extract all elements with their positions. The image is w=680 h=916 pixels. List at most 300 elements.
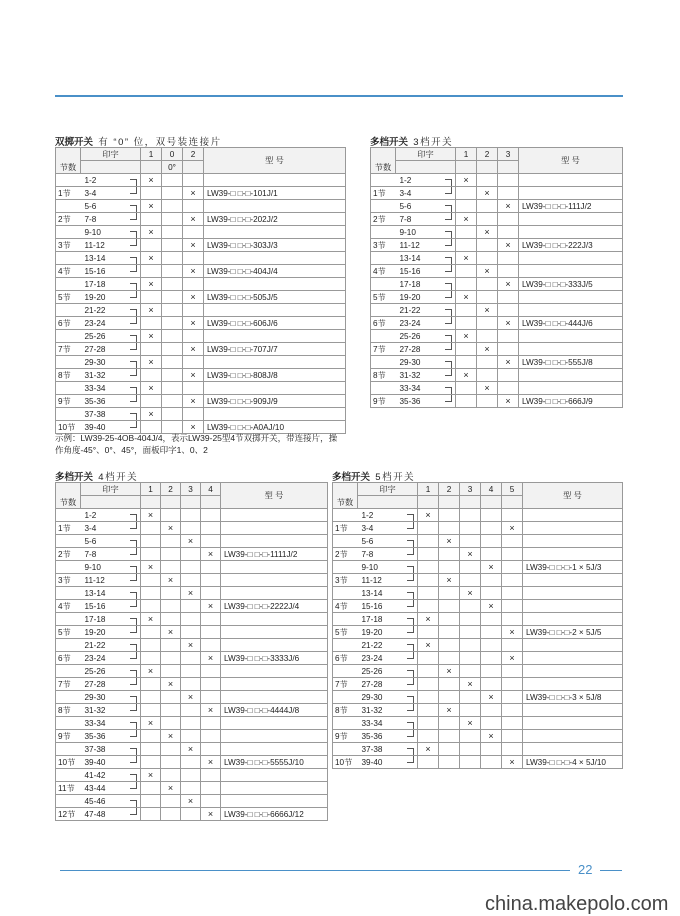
terminal-text: 39-40	[84, 422, 106, 432]
contact-cell	[161, 613, 181, 626]
terminal-text: 41-42	[84, 770, 106, 780]
terminal-label	[81, 535, 141, 548]
terminal-text: 33-34	[84, 383, 106, 393]
contact-cell: ×	[418, 613, 439, 626]
contact-cell	[183, 226, 204, 239]
contact-cell	[141, 187, 162, 200]
contact-cell	[460, 756, 481, 769]
watermark: china.makepolo.com	[485, 893, 669, 915]
model-cell	[523, 730, 623, 743]
terminal-label	[81, 717, 141, 730]
contact-cell: ×	[141, 278, 162, 291]
section-label	[371, 330, 396, 343]
contact-cell	[477, 369, 498, 382]
connector-bracket	[130, 361, 137, 369]
table-row	[56, 600, 328, 613]
contact-cell	[456, 200, 477, 213]
contact-cell	[477, 200, 498, 213]
terminal-text: 13-14	[84, 253, 106, 263]
contact-cell	[162, 343, 183, 356]
section-label: 6节	[56, 317, 81, 330]
contact-cell	[162, 382, 183, 395]
contact-cell	[141, 574, 161, 587]
contact-cell	[201, 613, 221, 626]
table-row	[56, 343, 346, 356]
terminal-text: 13-14	[361, 588, 383, 598]
contact-cell	[498, 226, 519, 239]
connector-bracket	[130, 678, 137, 686]
section-label: 6节	[56, 652, 81, 665]
contact-cell	[460, 574, 481, 587]
terminal-label	[81, 665, 141, 678]
header-blank	[396, 161, 456, 174]
contact-cell: ×	[477, 187, 498, 200]
connector-bracket	[445, 395, 452, 403]
bottom-rule-end	[600, 870, 622, 871]
connector-bracket	[130, 704, 137, 712]
section-label	[56, 252, 81, 265]
table-row	[371, 187, 623, 200]
section-label: 8节	[56, 369, 81, 382]
section-label: 1节	[333, 522, 358, 535]
model-cell	[221, 717, 328, 730]
section-label: 8节	[56, 704, 81, 717]
section-label: 8节	[333, 704, 358, 717]
contact-cell: ×	[161, 678, 181, 691]
model-cell	[519, 304, 623, 317]
connector-bracket	[407, 696, 414, 704]
section-label: 3节	[56, 574, 81, 587]
contact-cell	[456, 356, 477, 369]
contact-cell: ×	[183, 343, 204, 356]
terminal-label	[81, 369, 141, 382]
contact-cell	[439, 717, 460, 730]
model-cell: LW39-□ □-□-202J/2	[204, 213, 346, 226]
terminal-text: 33-34	[84, 718, 106, 728]
table-row	[333, 626, 623, 639]
section-label: 6节	[333, 652, 358, 665]
model-cell: LW39-□ □-□-666J/9	[519, 395, 623, 408]
model-cell	[204, 174, 346, 187]
contact-cell: ×	[141, 356, 162, 369]
contact-cell	[502, 691, 523, 704]
terminal-label	[396, 382, 456, 395]
terminal-label	[358, 600, 418, 613]
contact-cell	[161, 600, 181, 613]
model-cell	[523, 535, 623, 548]
contact-cell	[481, 613, 502, 626]
contact-cell: ×	[481, 561, 502, 574]
table-row	[333, 665, 623, 678]
table-row	[371, 239, 623, 252]
section-label: 7节	[333, 678, 358, 691]
contact-cell: ×	[456, 369, 477, 382]
contact-cell: ×	[418, 509, 439, 522]
terminal-label	[81, 548, 141, 561]
contact-cell	[460, 691, 481, 704]
header-jie: 节数	[371, 148, 396, 174]
contact-cell	[460, 665, 481, 678]
section-label	[371, 278, 396, 291]
connector-bracket	[407, 548, 414, 556]
model-cell	[221, 639, 328, 652]
table-row	[333, 717, 623, 730]
contact-cell: ×	[141, 200, 162, 213]
contact-cell	[502, 509, 523, 522]
contact-cell	[439, 639, 460, 652]
contact-cell: ×	[141, 174, 162, 187]
contact-cell	[141, 782, 161, 795]
table-row	[371, 252, 623, 265]
connector-bracket	[130, 626, 137, 634]
terminal-text: 15-16	[361, 601, 383, 611]
contact-cell: ×	[181, 795, 201, 808]
section-label: 7节	[371, 343, 396, 356]
contact-cell	[498, 343, 519, 356]
table-row	[371, 356, 623, 369]
contact-cell	[439, 587, 460, 600]
contact-cell	[460, 704, 481, 717]
model-cell: LW39-□ □-□-101J/1	[204, 187, 346, 200]
contact-cell	[181, 678, 201, 691]
contact-cell	[502, 665, 523, 678]
contact-cell	[460, 652, 481, 665]
section-label: 1节	[56, 187, 81, 200]
table-row	[333, 613, 623, 626]
section-label	[56, 535, 81, 548]
contact-cell	[456, 395, 477, 408]
contact-cell	[477, 330, 498, 343]
contact-cell	[162, 369, 183, 382]
contact-cell	[161, 509, 181, 522]
terminal-label	[358, 548, 418, 561]
table-row	[371, 317, 623, 330]
contact-cell: ×	[141, 665, 161, 678]
terminal-text: 11-12	[84, 240, 105, 250]
header-angle	[481, 496, 502, 509]
model-cell	[221, 691, 328, 704]
connector-bracket	[445, 309, 452, 317]
model-cell	[519, 174, 623, 187]
three-position-switch-table	[370, 147, 623, 408]
table-row	[56, 304, 346, 317]
connector-bracket	[445, 187, 452, 195]
contact-cell: ×	[439, 535, 460, 548]
connector-bracket	[130, 600, 137, 608]
terminal-text: 1-2	[361, 510, 374, 520]
header-angle	[181, 496, 201, 509]
connector-bracket	[130, 317, 137, 325]
terminal-text: 29-30	[361, 692, 383, 702]
bottom-rule	[60, 870, 570, 871]
header-row	[56, 483, 328, 496]
header-angle: 0°	[162, 161, 183, 174]
contact-cell: ×	[456, 174, 477, 187]
section-label: 4节	[56, 265, 81, 278]
table-row	[333, 730, 623, 743]
connector-bracket	[130, 782, 137, 790]
contact-cell	[141, 600, 161, 613]
table-row	[371, 226, 623, 239]
table-row	[56, 317, 346, 330]
section-label	[56, 330, 81, 343]
terminal-text: 11-12	[399, 240, 420, 250]
connector-bracket	[130, 730, 137, 738]
table-row	[56, 509, 328, 522]
contact-cell	[460, 561, 481, 574]
section-label	[371, 200, 396, 213]
model-cell	[204, 252, 346, 265]
terminal-text: 23-24	[361, 653, 383, 663]
model-cell	[204, 330, 346, 343]
terminal-text: 17-18	[399, 279, 421, 289]
header-angle	[498, 161, 519, 174]
contact-cell	[481, 509, 502, 522]
connector-bracket	[407, 644, 414, 652]
terminal-label	[396, 291, 456, 304]
contact-cell	[418, 587, 439, 600]
model-cell	[523, 639, 623, 652]
connector-bracket	[130, 291, 137, 299]
terminal-text: 13-14	[84, 588, 106, 598]
model-cell: LW39-□ □-□-606J/6	[204, 317, 346, 330]
contact-cell	[481, 652, 502, 665]
section-label	[56, 356, 81, 369]
terminal-label	[358, 678, 418, 691]
terminal-text: 31-32	[399, 370, 421, 380]
connector-bracket	[407, 722, 414, 730]
model-cell	[519, 265, 623, 278]
table-row	[56, 717, 328, 730]
header-print: 印字	[81, 148, 141, 161]
contact-cell	[477, 252, 498, 265]
contact-cell	[141, 704, 161, 717]
table-row	[371, 369, 623, 382]
connector-bracket	[130, 592, 137, 600]
contact-cell	[181, 574, 201, 587]
section-label: 1节	[56, 522, 81, 535]
contact-cell: ×	[502, 756, 523, 769]
contact-cell	[418, 756, 439, 769]
model-cell	[519, 382, 623, 395]
contact-cell	[439, 522, 460, 535]
model-cell: LW39-□ □-□-303J/3	[204, 239, 346, 252]
connector-bracket	[130, 335, 137, 343]
contact-cell	[181, 613, 201, 626]
table-row	[333, 535, 623, 548]
connector-bracket	[445, 361, 452, 369]
contact-cell	[141, 652, 161, 665]
connector-bracket	[407, 704, 414, 712]
section-label	[56, 200, 81, 213]
connector-bracket	[445, 231, 452, 239]
table-row	[56, 200, 346, 213]
table-row	[333, 743, 623, 756]
contact-cell: ×	[141, 509, 161, 522]
terminal-label	[81, 395, 141, 408]
contact-cell	[162, 226, 183, 239]
contact-cell	[162, 239, 183, 252]
contact-cell	[477, 356, 498, 369]
terminal-label	[81, 652, 141, 665]
section-label	[56, 226, 81, 239]
contact-cell	[439, 691, 460, 704]
contact-cell	[418, 561, 439, 574]
section-label: 8节	[371, 369, 396, 382]
section-label: 10节	[333, 756, 358, 769]
table-row	[333, 691, 623, 704]
contact-cell	[418, 626, 439, 639]
terminal-text: 29-30	[84, 357, 106, 367]
contact-cell	[439, 652, 460, 665]
model-cell	[519, 291, 623, 304]
contact-cell	[162, 304, 183, 317]
contact-cell	[162, 252, 183, 265]
contact-cell	[456, 278, 477, 291]
model-cell	[221, 535, 328, 548]
contact-cell	[439, 613, 460, 626]
contact-cell	[181, 626, 201, 639]
section-label: 5节	[333, 626, 358, 639]
contact-cell	[477, 317, 498, 330]
model-cell	[523, 652, 623, 665]
model-cell: LW39-□ □-□-1111J/2	[221, 548, 328, 561]
terminal-label	[81, 343, 141, 356]
header-position: 4	[201, 483, 221, 496]
section-label: 9节	[56, 395, 81, 408]
connector-bracket	[130, 387, 137, 395]
connector-bracket	[130, 309, 137, 317]
contact-cell	[456, 382, 477, 395]
section-label	[56, 174, 81, 187]
terminal-text: 37-38	[84, 744, 106, 754]
terminal-label	[81, 613, 141, 626]
table-row	[56, 613, 328, 626]
header-position: 3	[181, 483, 201, 496]
model-cell	[221, 561, 328, 574]
contact-cell	[201, 561, 221, 574]
terminal-text: 15-16	[84, 601, 106, 611]
model-cell	[221, 587, 328, 600]
table-row	[56, 226, 346, 239]
contact-cell	[477, 213, 498, 226]
section-label: 5节	[371, 291, 396, 304]
connector-bracket	[445, 213, 452, 221]
model-cell: LW39-□ □-□-444J/6	[519, 317, 623, 330]
table-row	[56, 691, 328, 704]
terminal-text: 47-48	[84, 809, 106, 819]
header-row	[56, 148, 346, 161]
contact-cell: ×	[477, 304, 498, 317]
terminal-text: 13-14	[399, 253, 421, 263]
header-angle	[460, 496, 481, 509]
terminal-text: 5-6	[399, 201, 412, 211]
contact-cell	[498, 265, 519, 278]
terminal-text: 25-26	[361, 666, 383, 676]
section-label	[56, 691, 81, 704]
connector-bracket	[130, 179, 137, 187]
terminal-label	[358, 587, 418, 600]
contact-cell	[201, 587, 221, 600]
contact-cell: ×	[141, 226, 162, 239]
section-label	[333, 535, 358, 548]
connector-bracket	[407, 748, 414, 756]
contact-cell: ×	[161, 574, 181, 587]
contact-cell	[162, 174, 183, 187]
contact-cell	[439, 548, 460, 561]
contact-cell	[161, 717, 181, 730]
model-cell	[221, 743, 328, 756]
section-label	[371, 356, 396, 369]
contact-cell	[481, 717, 502, 730]
header-jie: 节数	[56, 483, 81, 509]
contact-cell	[502, 717, 523, 730]
model-cell	[519, 343, 623, 356]
contact-cell	[181, 782, 201, 795]
terminal-text: 43-44	[84, 783, 106, 793]
terminal-label	[81, 639, 141, 652]
connector-bracket	[407, 600, 414, 608]
section-label: 2节	[56, 213, 81, 226]
contact-cell	[498, 187, 519, 200]
contact-cell	[456, 226, 477, 239]
contact-cell	[201, 730, 221, 743]
terminal-text: 5-6	[361, 536, 374, 546]
header-angle	[477, 161, 498, 174]
model-cell: LW39-□ □-□-2 × 5J/5	[523, 626, 623, 639]
header-jie: 节数	[333, 483, 358, 509]
contact-cell	[418, 548, 439, 561]
table-row	[333, 600, 623, 613]
connector-bracket	[130, 413, 137, 421]
contact-cell	[201, 717, 221, 730]
connector-bracket	[407, 626, 414, 634]
section-label: 5节	[56, 626, 81, 639]
contact-cell	[460, 522, 481, 535]
contact-cell: ×	[498, 239, 519, 252]
terminal-label	[358, 626, 418, 639]
section-label	[333, 561, 358, 574]
table-row	[56, 213, 346, 226]
contact-cell	[481, 522, 502, 535]
contact-cell	[141, 587, 161, 600]
table-row	[56, 408, 346, 421]
contact-cell	[162, 265, 183, 278]
contact-cell	[456, 239, 477, 252]
contact-cell	[162, 213, 183, 226]
contact-cell	[162, 330, 183, 343]
section-label: 3节	[333, 574, 358, 587]
model-cell	[221, 795, 328, 808]
contact-cell: ×	[498, 317, 519, 330]
terminal-text: 35-36	[399, 396, 421, 406]
terminal-label	[358, 756, 418, 769]
header-position: 5	[502, 483, 523, 496]
contact-cell: ×	[456, 213, 477, 226]
table-row	[56, 330, 346, 343]
section-label: 10节	[56, 756, 81, 769]
contact-cell	[161, 639, 181, 652]
terminal-text: 33-34	[361, 718, 383, 728]
contact-cell: ×	[181, 639, 201, 652]
header-position: 3	[498, 148, 519, 161]
contact-cell	[481, 678, 502, 691]
contact-cell	[418, 652, 439, 665]
contact-cell: ×	[201, 808, 221, 821]
header-position: 2	[477, 148, 498, 161]
contact-cell	[141, 639, 161, 652]
table-row	[333, 652, 623, 665]
